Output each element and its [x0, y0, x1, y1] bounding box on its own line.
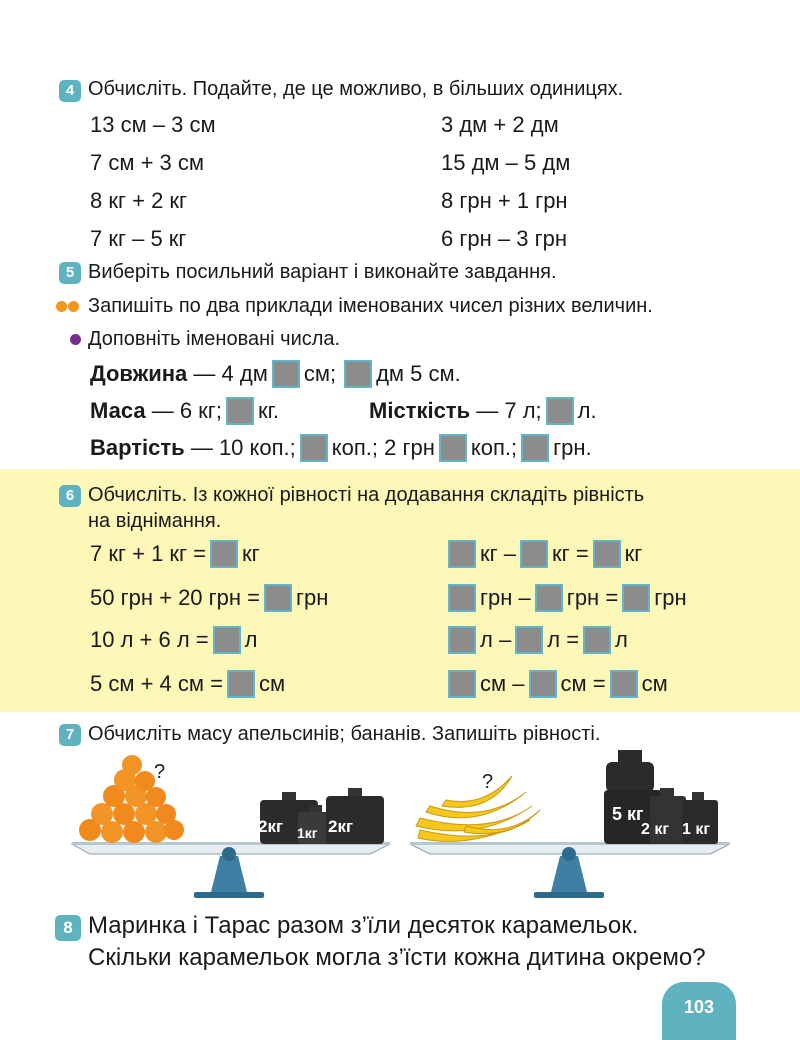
answer-box[interactable] [448, 626, 476, 654]
t6-row-1-unit: кг [242, 541, 260, 566]
answer-box[interactable] [521, 434, 549, 462]
t4-expr-r1: 3 дм + 2 дм [441, 112, 559, 137]
oranges-pile-icon [79, 755, 184, 843]
scales-illustration [70, 750, 740, 900]
answer-box[interactable] [529, 670, 557, 698]
task-8-line-1: Маринка і Тарас разом з’їли десяток карамельок. [88, 912, 639, 939]
t6-unit: см [560, 671, 587, 696]
mass-label: Маса [90, 398, 146, 423]
t6-row-3-expr: 10 л + 6 л = [90, 627, 209, 652]
t6-unit: кг [552, 541, 570, 566]
capacity-line [369, 395, 597, 427]
minus-sign: – [518, 585, 531, 610]
answer-box[interactable] [546, 397, 574, 425]
orange-dot-icon [56, 301, 67, 312]
t6-unit: см [641, 671, 668, 696]
equals-sign: = [575, 541, 589, 566]
weights-right-icon [604, 750, 718, 844]
t4-expr-r2: 15 дм – 5 дм [441, 150, 571, 175]
t6-unit: грн [480, 585, 513, 610]
t6-row-3-unit: л [244, 627, 258, 652]
t4-expr-l1: 13 см – 3 см [90, 112, 216, 137]
weights-left-icon [258, 788, 384, 844]
t4-expr-r4: 6 грн – 3 грн [441, 226, 567, 251]
answer-box[interactable] [448, 584, 476, 612]
purple-dot-icon [70, 334, 81, 345]
answer-box[interactable] [593, 540, 621, 568]
answer-box[interactable] [272, 360, 300, 388]
mass-line [90, 395, 279, 427]
task-8-number: 8 [55, 915, 81, 941]
t6-unit: кг [624, 541, 643, 566]
capacity-text-b: л. [577, 398, 597, 423]
t6-row-4-expr: 5 см + 4 см = [90, 671, 223, 696]
page-number: 103 [662, 982, 736, 1040]
answer-box[interactable] [300, 434, 328, 462]
t6-row-4-right [444, 668, 668, 700]
equals-sign: = [566, 627, 580, 652]
answer-box[interactable] [622, 584, 650, 612]
weight-label: 2кг [328, 817, 354, 836]
t6-unit: л [615, 627, 628, 652]
task-7-header: Обчисліть масу апельсинів; бананів. Запишіть рівності. [88, 723, 601, 745]
answer-box[interactable] [583, 626, 611, 654]
t6-row-1-right [444, 538, 642, 570]
cost-text-d: грн. [553, 435, 592, 460]
cost-text-c: коп.; [470, 435, 518, 460]
capacity-text-a: — 7 л; [476, 398, 542, 423]
t4-expr-r3: 8 грн + 1 грн [441, 188, 568, 213]
t6-row-2-left [90, 582, 328, 614]
bananas-bunch-icon [416, 776, 540, 841]
t4-expr-l3: 8 кг + 2 кг [90, 188, 188, 213]
task-5-header: Виберіть посильний варіант і виконайте завдання. [88, 261, 557, 283]
cost-line [90, 432, 592, 464]
weight-label: 1 кг [682, 821, 711, 838]
length-text-b: см; [303, 361, 337, 386]
task-8-line-2: Скільки карамельок могла з’їсти кожна дитина окремо? [88, 944, 706, 971]
t6-unit: л [480, 627, 493, 652]
answer-box[interactable] [344, 360, 372, 388]
mass-text-b: кг. [257, 398, 280, 423]
minus-sign: – [498, 627, 512, 652]
task-5-number: 5 [59, 262, 81, 284]
t6-unit: грн [654, 585, 687, 610]
task-4-number: 4 [59, 80, 81, 102]
answer-box[interactable] [264, 584, 292, 612]
weight-label: 5 кг [612, 804, 644, 824]
answer-box[interactable] [439, 434, 467, 462]
cost-label: Вартість [90, 435, 185, 460]
equals-sign: = [605, 585, 619, 610]
mass-text-a: — 6 кг; [151, 398, 222, 423]
task-5-level2: Запишіть по два приклади іменованих чисел різних величин. [88, 295, 653, 317]
capacity-label: Місткість [369, 398, 471, 423]
length-line [90, 358, 461, 390]
answer-box[interactable] [213, 626, 241, 654]
orange-dot-icon [68, 301, 79, 312]
length-label: Довжина [90, 361, 188, 386]
answer-box[interactable] [515, 626, 543, 654]
t6-row-2-expr: 50 грн + 20 грн = [90, 585, 261, 610]
weight-label: 1кг [297, 825, 318, 841]
minus-sign: – [512, 671, 525, 696]
task-7-number: 7 [59, 724, 81, 746]
cost-text-b: коп.; 2 грн [331, 435, 435, 460]
t6-unit: кг [480, 541, 498, 566]
t6-row-1-expr: 7 кг + 1 кг = [90, 541, 207, 566]
length-text-c: дм 5 см. [376, 361, 461, 386]
task-6-number: 6 [59, 485, 81, 507]
answer-box[interactable] [535, 584, 563, 612]
scale-left-icon [72, 842, 390, 898]
t6-row-1-left [90, 538, 260, 570]
answer-box[interactable] [520, 540, 548, 568]
t6-row-4-left [90, 668, 285, 700]
equals-sign: = [592, 671, 606, 696]
t6-row-2-unit: грн [296, 585, 329, 610]
weight-label: 2 кг [641, 821, 670, 838]
answer-box[interactable] [226, 397, 254, 425]
t6-row-3-left [90, 624, 257, 656]
question-mark-left: ? [154, 761, 166, 783]
t6-row-3-right [444, 624, 628, 656]
question-mark-right: ? [482, 771, 494, 793]
answer-box[interactable] [227, 670, 255, 698]
task-6-header-1: Обчисліть. Із кожної рівності на додавання складіть рівність [88, 484, 645, 506]
task-5-level1: Доповніть іменовані числа. [88, 328, 341, 350]
t4-expr-l4: 7 кг – 5 кг [90, 226, 187, 251]
t6-row-2-right [444, 582, 687, 614]
length-text-a: — 4 дм [193, 361, 268, 386]
answer-box[interactable] [610, 670, 638, 698]
t6-unit: см [480, 671, 507, 696]
t6-unit: грн [566, 585, 600, 610]
answer-box[interactable] [448, 540, 476, 568]
t4-expr-l2: 7 см + 3 см [90, 150, 205, 175]
t6-row-4-unit: см [258, 671, 286, 696]
cost-text-a: — 10 коп.; [190, 435, 296, 460]
answer-box[interactable] [210, 540, 238, 568]
weight-label: 2кг [258, 817, 284, 836]
scale-right-icon [410, 842, 730, 898]
task-6-header-2: на віднімання. [88, 510, 222, 532]
answer-box[interactable] [448, 670, 476, 698]
t6-unit: л [547, 627, 561, 652]
minus-sign: – [503, 541, 517, 566]
task-4-header: Обчисліть. Подайте, де це можливо, в більших одиницях. [88, 78, 624, 100]
